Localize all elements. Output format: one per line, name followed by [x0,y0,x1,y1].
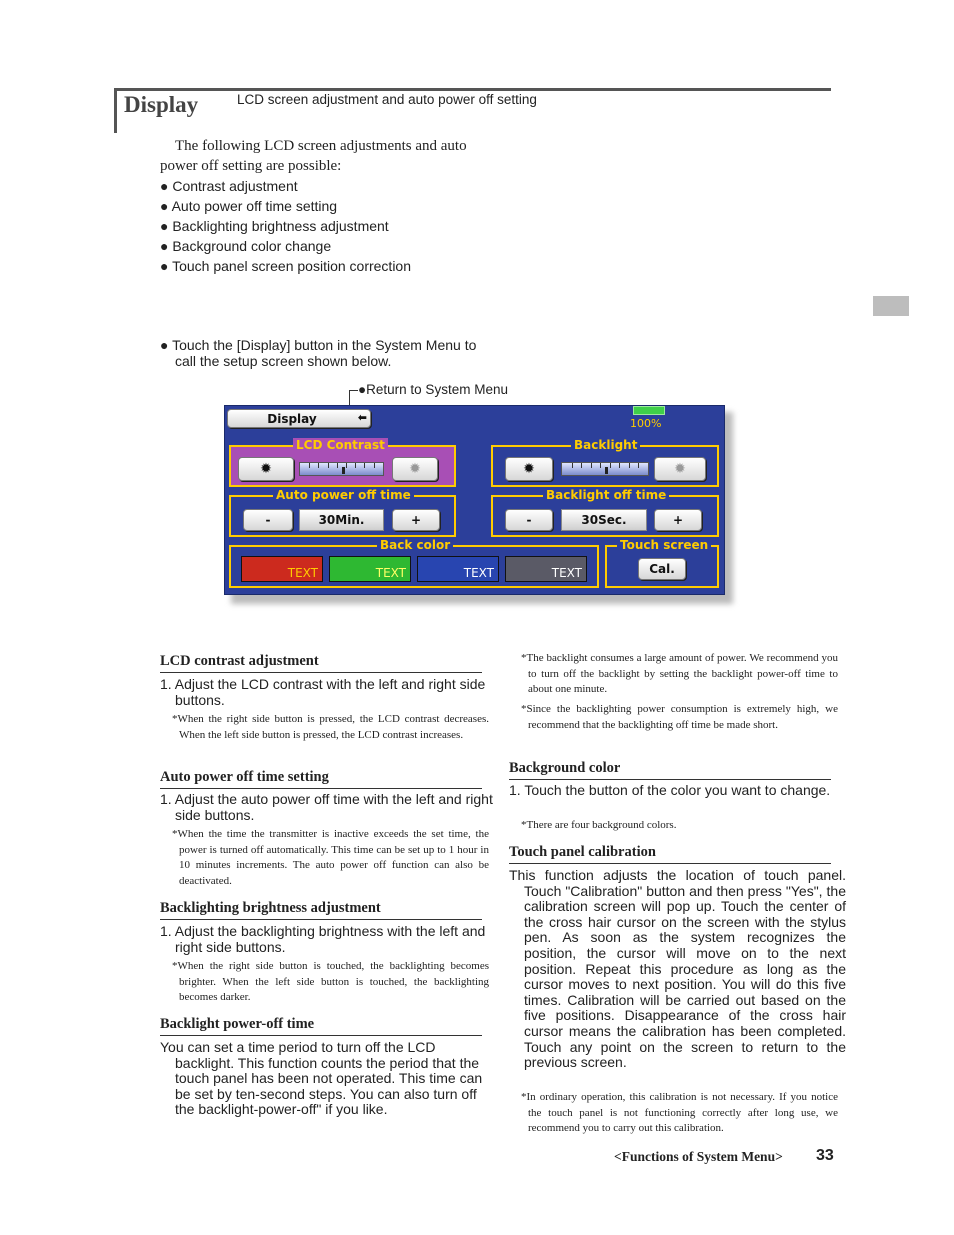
slider-tick [337,463,338,468]
header-rule-left [114,88,117,133]
sun-dark-icon: ✹ [260,461,272,477]
sun-dark-icon: ✹ [523,461,535,477]
background-color-step: 1. Touch the button of the color you want to change. [509,782,831,798]
heading-background-color: Background color [509,760,621,776]
heading-rule [509,863,831,864]
slider-tick [629,463,630,468]
heading-rule [509,779,831,780]
color-red-button[interactable]: TEXT [241,556,323,582]
sun-light-icon: ✹ [409,461,421,477]
bullet-contrast: ● Contrast adjustment [160,178,298,194]
heading-touch-calibration: Touch panel calibration [509,844,656,860]
backlight-off-plus-button[interactable]: + [654,509,702,531]
color-blue-button[interactable]: TEXT [417,556,499,582]
touch-calibration-body: This function adjusts the location of touch panel. Touch "Calibration" button and then press "Yes", the calibration screen will pop up. Touch the center of the cross hair cursor on the screen with the stylus pen. As soon as the system recognizes the position, the cursor will move on to the next position. Repeat this procedure as long as the cursor moves to next position. You will do this five times. Calibration will be carried out based on the five positions. Disappearance of the cross hair cursor means the calibration has been completed. Touch any point on the screen to return to the previous screen. [509,867,846,1071]
heading-backlight-off: Backlight power-off time [160,1016,315,1032]
return-callout-label: ●Return to System Menu [358,382,508,397]
slider-tick [374,463,375,468]
intro-text: The following LCD screen adjustments and auto power off setting are possible: [160,138,467,174]
return-arrow-icon: ⬅ [357,411,367,424]
auto-power-note: *When the time the transmitter is inactive exceeds the set time, the power is turned off automatically. This time can be set up to 1 hour in 10 minutes increments. The auto power off function can also be deactivated. [172,828,489,887]
backlight-slider[interactable] [561,462,649,476]
battery-level: 100% [630,417,662,430]
lcd-contrast-label: LCD Contrast [293,438,388,452]
slider-tick [355,463,356,468]
slider-tick [364,463,365,468]
color-gray-button[interactable]: TEXT [505,556,587,582]
display-button-label: Display [267,411,317,426]
callout-line [349,390,358,391]
bullet-backlighting: ● Backlighting brightness adjustment [160,218,389,234]
side-tab-marker [873,296,909,316]
slider-tick [309,463,310,468]
footer-section: <Functions of System Menu> [614,1149,783,1164]
backlighting-consumption-note: *Since the backlighting power consumption is extremely high, we recommend that the backlighting off time be made short. [521,703,838,731]
background-color-note: *There are four background colors. [521,819,677,831]
back-color-label: Back color [377,538,453,552]
slider-tick [346,463,347,468]
backlight-off-body: You can set a time period to turn off the LCD backlight. This function counts the period that the touch panel has been not operated. This time can be set by ten-second steps. You can also turn off the backlight-power-off" if you like. [160,1039,483,1118]
slider-tick [600,463,601,468]
page-number: 33 [816,1147,834,1164]
heading-rule [160,919,482,920]
display-screen [224,405,725,595]
color-green-button[interactable]: TEXT [329,556,411,582]
contrast-slider[interactable] [299,462,384,476]
heading-auto-power: Auto power off time setting [160,769,329,785]
contrast-right-button[interactable] [392,457,438,481]
page-title: Display [124,92,199,117]
lcd-contrast-step: 1. Adjust the LCD contrast with the left and right side buttons. [160,676,486,708]
backlight-group [491,438,719,487]
slider-tick [610,463,611,468]
heading-rule [160,672,482,673]
slider-tick [591,463,592,468]
sun-light-icon: ✹ [674,461,686,477]
heading-backlighting: Backlighting brightness adjustment [160,900,381,916]
backlight-left-button[interactable] [505,457,553,481]
bullet-touch-panel: ● Touch panel screen position correction [160,258,412,274]
heading-lcd-contrast: LCD contrast adjustment [160,653,319,669]
battery-icon [633,406,665,415]
display-return-button[interactable] [227,409,371,428]
lcd-contrast-group [229,438,456,487]
touch-screen-group [605,538,719,588]
auto-power-step: 1. Adjust the auto power off time with the left and right side buttons. [160,791,493,823]
heading-rule [160,788,482,789]
bullet-background: ● Background color change [160,238,332,254]
calibration-button[interactable]: Cal. [638,558,686,580]
backlight-off-group [491,488,719,537]
slider-knob[interactable] [342,467,345,474]
backlight-power-note: *The backlight consumes a large amount of power. We recommend you to turn off the backlight by setting the backlight power-off time to about one minute. [521,652,838,696]
slider-tick [619,463,620,468]
auto-power-plus-button[interactable]: + [392,509,440,531]
backlight-right-button[interactable] [654,457,706,481]
heading-rule [160,1035,482,1036]
slider-tick [638,463,639,468]
backlighting-note: *When the right side button is touched, the backlighting becomes brighter. When the left side button is touched, the backlighting becomes darker. [172,960,489,1004]
instruction-line-2: call the setup screen shown below. [175,353,392,369]
backlight-off-value: 30Sec. [561,509,647,531]
backlighting-step: 1. Adjust the backlighting brightness with the left and right side buttons. [160,923,486,955]
slider-tick [318,463,319,468]
bullet-auto-power: ● Auto power off time setting [160,198,338,214]
backlight-label: Backlight [571,438,640,452]
touch-calibration-note: *In ordinary operation, this calibration is not necessary. If you notice the touch panel is not functioning correctly after long use, we recommend you to carry out this calibration. [521,1091,838,1135]
touch-screen-label: Touch screen [617,538,711,552]
slider-tick [328,463,329,468]
lcd-contrast-note: *When the right side button is pressed, the LCD contrast decreases. When the left side button is pressed, the LCD contrast increases. [172,713,489,741]
slider-knob[interactable] [605,467,608,474]
backlight-off-label: Backlight off time [543,488,669,502]
auto-power-minus-button[interactable]: - [243,509,293,531]
slider-tick [581,463,582,468]
auto-power-group [229,488,456,537]
backlight-off-minus-button[interactable]: - [505,509,553,531]
auto-power-value: 30Min. [299,509,384,531]
slider-tick [572,463,573,468]
page-subtitle: LCD screen adjustment and auto power off setting [237,92,537,107]
auto-power-label: Auto power off time [273,488,414,502]
instruction-line-1: ● Touch the [Display] button in the System Menu to [160,337,477,353]
contrast-left-button[interactable] [238,457,294,481]
instruction [160,337,520,369]
header-rule [114,88,831,91]
